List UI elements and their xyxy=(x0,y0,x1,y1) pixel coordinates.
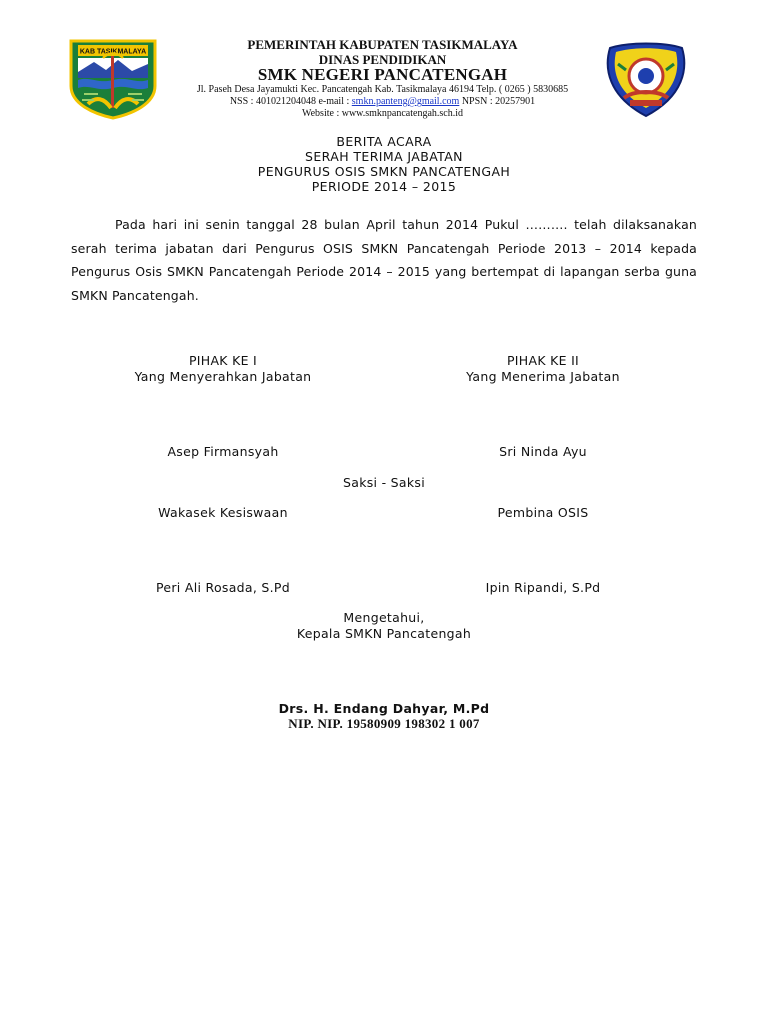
pihak2-role: Yang Menerima Jabatan xyxy=(466,369,620,384)
doc-title-1: BERITA ACARA xyxy=(336,134,432,149)
doc-title-4: PERIODE 2014 – 2015 xyxy=(311,179,457,194)
header-email-link[interactable]: smkn.panteng@gmail.com xyxy=(351,96,460,107)
mengetahui-label: Mengetahui, xyxy=(343,610,425,625)
header-contact xyxy=(150,96,615,107)
header-npsn: NPSN : 20257901 xyxy=(459,96,536,107)
saksi-label: Saksi - Saksi xyxy=(343,475,425,490)
kabupaten-logo xyxy=(68,38,158,120)
kepala-name: Drs. H. Endang Dahyar, M.Pd xyxy=(278,701,490,716)
pihak1-title: PIHAK KE I xyxy=(188,353,258,368)
header-school-name: SMK NEGERI PANCATENGAH xyxy=(257,65,508,84)
saksi1-name: Peri Ali Rosada, S.Pd xyxy=(155,580,290,595)
saksi2-name: Ipin Ripandi, S.Pd xyxy=(485,580,601,595)
header-website: Website : www.smknpancatengah.sch.id xyxy=(301,108,463,119)
svg-text:KAB TASIKMALAYA: KAB TASIKMALAYA xyxy=(79,48,147,56)
doc-title-3: PENGURUS OSIS SMKN PANCATENGAH xyxy=(257,164,511,179)
body-paragraph-text: Pada hari ini senin tanggal 28 bulan April tahun 2014 Pukul ………. telah dilaksanakan serah terima jabatan dari Pengurus OSIS SMKN Pancatengah Periode 2013 – 2014 kepada Pengurus Osis SMKN Pancatengah Periode 2014 – 2015 yang bertempat di lapangan serba guna SMKN Pancatengah. xyxy=(71,217,697,303)
pihak1-role: Yang Menyerahkan Jabatan xyxy=(134,369,312,384)
pihak2-title: PIHAK KE II xyxy=(506,353,580,368)
doc-title-2: SERAH TERIMA JABATAN xyxy=(305,149,463,164)
body-paragraph xyxy=(71,213,697,307)
pihak2-name: Sri Ninda Ayu xyxy=(499,444,587,459)
pihak1-name: Asep Firmansyah xyxy=(167,444,279,459)
header-nss: NSS : 401021204048 e-mail : xyxy=(229,96,352,107)
header-government: PEMERINTAH KABUPATEN TASIKMALAYA xyxy=(247,37,518,52)
kepala-role: Kepala SMKN Pancatengah xyxy=(296,626,472,641)
header-department: DINAS PENDIDIKAN xyxy=(318,52,447,67)
header-address: Jl. Paseh Desa Jayamukti Kec. Pancatengah Kab. Tasikmalaya 46194 Telp. ( 0265 ) 5830685 xyxy=(196,84,569,95)
saksi1-role: Wakasek Kesiswaan xyxy=(158,505,288,520)
saksi2-role: Pembina OSIS xyxy=(497,505,589,520)
kepala-nip: NIP. NIP. 19580909 198302 1 007 xyxy=(288,716,480,731)
school-logo xyxy=(604,40,688,118)
